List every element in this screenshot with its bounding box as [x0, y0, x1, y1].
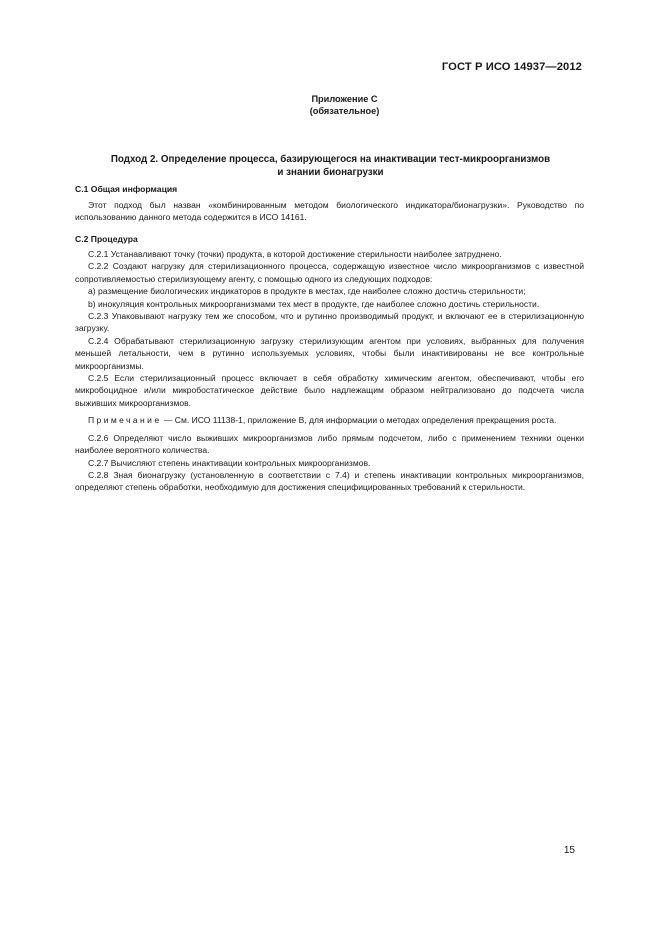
- annex-heading: [0, 93, 661, 117]
- section-c1-text: Этот подход был назван «комбинированным методом биологического индикатора/бионагрузки». Руководство по использованию данного метода содержится в ИСО 14161.: [75, 200, 584, 223]
- note: [75, 414, 584, 426]
- clause-c22: С.2.2 Создают нагрузку для стерилизационного процесса, содержащую известное число микроорганизмов с известной сопротивляемостью стерилизующему агенту, с помощью одного из следующих подходов:: [75, 261, 584, 284]
- annex-status: (обязательное): [309, 106, 380, 116]
- note-prefix: Примечание: [88, 415, 162, 426]
- approach-title-line1: Подход 2. Определение процесса, базирующегося на инактивации тест-микроорганизмов: [110, 154, 551, 165]
- section-c1-heading: С.1 Общая информация: [75, 184, 178, 194]
- list-item-b: b) инокуляция контрольных микроорганизмами тех мест в продукте, где наиболее сложно достичь стерильности.: [88, 298, 540, 309]
- clause-c25: С.2.5 Если стерилизационный процесс включает в себя обработку химическим агентом, обеспечивают, чтобы его микробоцидное и/или микробостатическое действие было надлежащим образом нейтрализовано до подсчета числа выживших микроорганизмов.: [75, 373, 584, 408]
- page-number: 15: [563, 845, 575, 856]
- clause-c26: С.2.6 Определяют число выживших микроорганизмов либо прямым подсчетом, либо с применением техники оценки наиболее вероятного количества.: [75, 432, 584, 456]
- annex-title: Приложение С: [311, 94, 378, 104]
- clause-c21: С.2.1 Устанавливают точку (точки) продукта, в которой достижение стерильности наиболее затруднено.: [88, 249, 502, 259]
- clause-c28: С.2.8 Зная бионагрузку (установленную в соответствии с 7.4) и степень инактивации контрольных микроорганизмов, определяют степень обработки, необходимую для достижения специфицированных требований к стерильности.: [75, 469, 584, 493]
- standard-designation: ГОСТ Р ИСО 14937—2012: [441, 61, 582, 73]
- section-c2-body: [75, 248, 584, 494]
- approach-title: [76, 154, 585, 179]
- section-c1-paragraph: [75, 199, 584, 224]
- section-c2-heading: С.2 Процедура: [75, 234, 138, 244]
- list-item-a: a) размещение биологических индикаторов в продукте в местах, где наиболее сложно достичь стерильности;: [88, 286, 526, 297]
- section-c1-body: [75, 199, 584, 224]
- clause-c23: С.2.3 Упаковывают нагрузку тем же способом, что и рутинно производимый продукт, и включают ее в стерилизационную загрузку.: [75, 311, 584, 334]
- approach-title-line2: и знании бионагрузки: [277, 166, 384, 178]
- clause-c24: С.2.4 Обрабатывают стерилизационную загрузку стерилизующим агентом при условиях, выбранных для получения меньшей летальности, чем в рутинно используемых условиях, чтобы были инактивированы не все контрольные микроорганизмы.: [75, 335, 584, 371]
- note-text: — См. ИСО 11138-1, приложение В, для информации о методах определения прекращения роста.: [161, 415, 557, 426]
- clause-c27: С.2.7 Вычисляют степень инактивации контрольных микроорганизмов.: [88, 457, 371, 468]
